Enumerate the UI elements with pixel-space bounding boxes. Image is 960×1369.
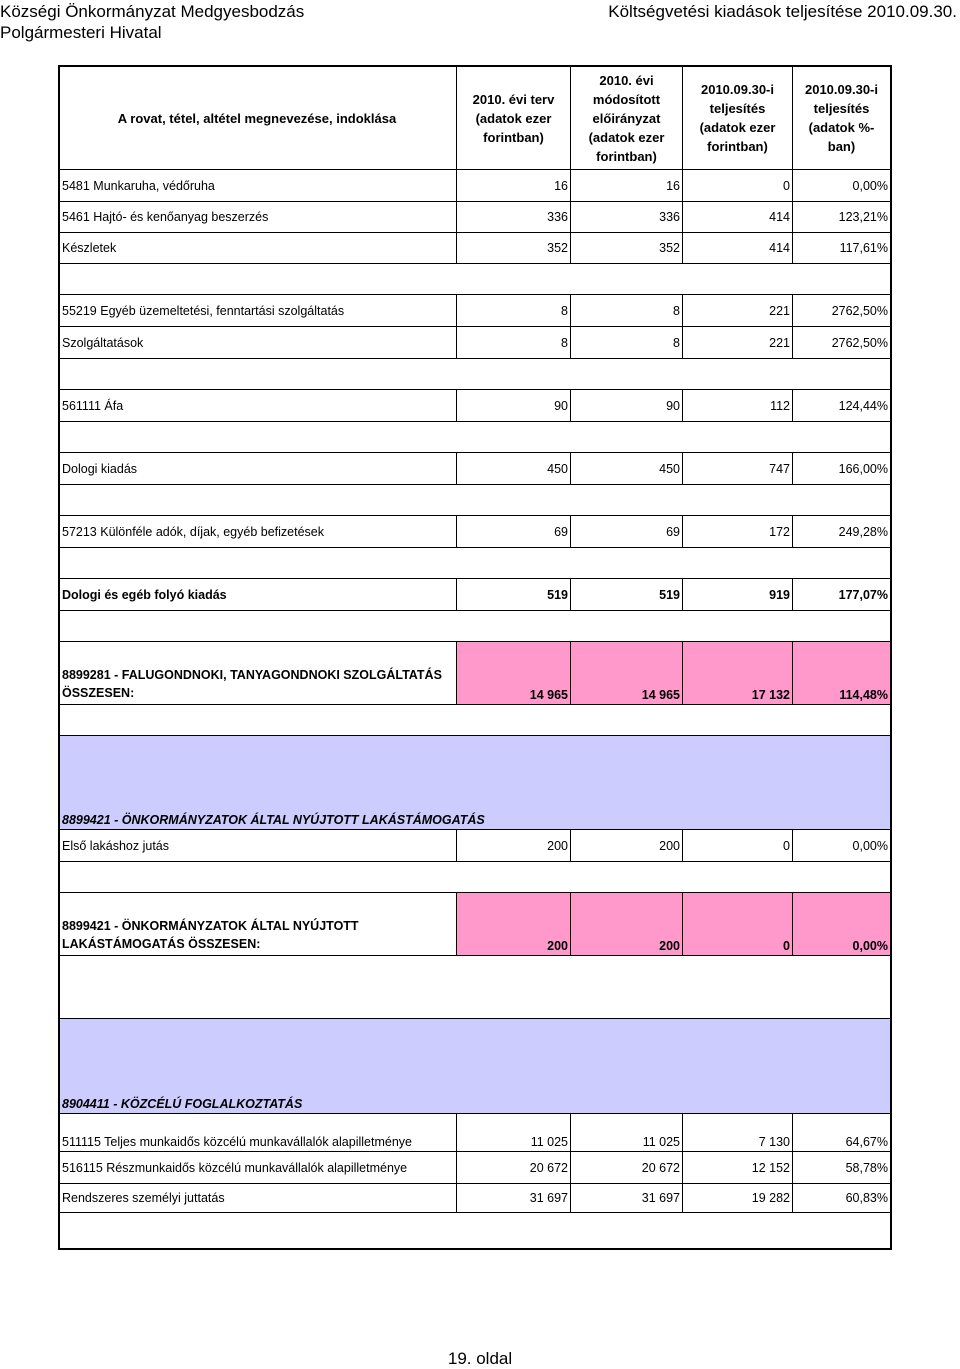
row-name: 8899421 - ÖNKORMÁNYZATOK ÁLTAL NYÚJTOTT LAKÁSTÁMOGATÁS ÖSSZESEN: [62, 919, 359, 951]
section-header-row [60, 1018, 890, 1113]
row-name: 511115 Teljes munkaidős közcélú munkavállalók alapilletménye [62, 1135, 412, 1149]
column-header-name: A rovat, tétel, altétel megnevezése, indoklása [117, 110, 397, 126]
row-modified: 16 [570, 170, 682, 201]
spacer-row [60, 704, 890, 735]
column-header-percent: 2010.09.30-i teljesítés (adatok %-ban) [792, 67, 890, 169]
row-name: Első lakáshoz jutás [62, 838, 170, 853]
row-name: 8899281 - FALUGONDNOKI, TANYAGONDNOKI SZOLGÁLTATÁS ÖSSZESEN: [62, 668, 442, 700]
row-modified: 8 [570, 327, 682, 358]
table-row [60, 326, 890, 358]
table-row [60, 1151, 890, 1183]
row-name: 57213 Különféle adók, díjak, egyéb befizetések [62, 524, 324, 539]
row-actual: 0 [682, 893, 792, 955]
spacer-row [60, 263, 890, 294]
spacer-row [60, 358, 890, 389]
row-actual: 747 [682, 453, 792, 484]
table-row [60, 452, 890, 484]
row-percent: 2762,50% [792, 295, 890, 326]
row-percent: 166,00% [792, 453, 890, 484]
row-plan: 519 [456, 579, 570, 610]
row-actual: 19 282 [682, 1184, 792, 1212]
row-actual: 112 [682, 390, 792, 421]
row-plan: 200 [456, 893, 570, 955]
row-plan: 90 [456, 390, 570, 421]
expenditure-table [58, 65, 892, 1250]
row-actual: 414 [682, 233, 792, 263]
page-number: 19. oldal [447, 1349, 513, 1368]
row-percent: 0,00% [792, 830, 890, 861]
spacer-row [60, 547, 890, 578]
subtotal-row [60, 641, 890, 704]
table-row [60, 1113, 890, 1151]
section-header-row [60, 735, 890, 829]
section-title: 8904411 - KÖZCÉLÚ FOGLALKOZTATÁS [62, 1097, 303, 1111]
row-plan: 11 025 [456, 1114, 570, 1151]
row-plan: 352 [456, 233, 570, 263]
row-modified: 31 697 [570, 1184, 682, 1212]
spacer-row [60, 861, 890, 892]
office-name: Polgármesteri Hivatal [0, 23, 162, 42]
row-percent: 60,83% [792, 1184, 890, 1212]
row-percent: 0,00% [792, 893, 890, 955]
row-actual: 0 [682, 170, 792, 201]
row-actual: 414 [682, 202, 792, 232]
row-modified: 8 [570, 295, 682, 326]
spacer-row [60, 421, 890, 452]
row-percent: 124,44% [792, 390, 890, 421]
row-name: Dologi kiadás [62, 461, 138, 476]
row-modified: 352 [570, 233, 682, 263]
row-actual: 172 [682, 516, 792, 547]
table-row [60, 829, 890, 861]
row-name: Készletek [62, 241, 117, 255]
row-percent: 114,48% [792, 642, 890, 704]
table-header-row [60, 67, 890, 169]
row-percent: 117,61% [792, 233, 890, 263]
row-modified: 519 [570, 579, 682, 610]
column-header-plan: 2010. évi terv (adatok ezer forintban) [456, 67, 570, 169]
row-actual: 221 [682, 295, 792, 326]
row-plan: 8 [456, 295, 570, 326]
row-percent: 0,00% [792, 170, 890, 201]
row-name: Szolgáltatások [62, 335, 144, 350]
row-plan: 20 672 [456, 1152, 570, 1183]
row-percent: 249,28% [792, 516, 890, 547]
row-actual: 12 152 [682, 1152, 792, 1183]
row-name: 55219 Egyéb üzemeltetési, fenntartási szolgáltatás [62, 303, 345, 318]
table-row [60, 201, 890, 232]
column-header-modified: 2010. évi módosított előirányzat (adatok ezer forintban) [570, 67, 682, 169]
row-plan: 14 965 [456, 642, 570, 704]
row-modified: 11 025 [570, 1114, 682, 1151]
row-modified: 20 672 [570, 1152, 682, 1183]
row-name: 561111 Áfa [62, 398, 124, 413]
row-percent: 64,67% [792, 1114, 890, 1151]
row-modified: 90 [570, 390, 682, 421]
row-plan: 8 [456, 327, 570, 358]
table-row [60, 1183, 890, 1212]
row-modified: 69 [570, 516, 682, 547]
row-name: 5461 Hajtó- és kenőanyag beszerzés [62, 210, 269, 224]
table-row [60, 169, 890, 201]
row-name: 5481 Munkaruha, védőruha [62, 178, 215, 193]
row-modified: 200 [570, 830, 682, 861]
table-row [60, 578, 890, 610]
subtotal-row [60, 892, 890, 955]
row-modified: 336 [570, 202, 682, 232]
row-actual: 17 132 [682, 642, 792, 704]
row-actual: 0 [682, 830, 792, 861]
row-plan: 31 697 [456, 1184, 570, 1212]
row-plan: 450 [456, 453, 570, 484]
spacer-row [60, 955, 890, 1018]
row-modified: 450 [570, 453, 682, 484]
row-actual: 7 130 [682, 1114, 792, 1151]
document-title: Költségvetési kiadások teljesítése 2010.09.30. [608, 2, 957, 21]
spacer-row [60, 484, 890, 515]
row-name: 516115 Részmunkaidős közcélú munkavállalók alapilletménye [62, 1160, 408, 1175]
spacer-row [60, 1212, 890, 1248]
row-plan: 16 [456, 170, 570, 201]
row-name: Dologi és egéb folyó kiadás [62, 587, 227, 602]
row-name: Rendszeres személyi juttatás [62, 1191, 225, 1205]
spacer-row [60, 610, 890, 641]
table-row [60, 232, 890, 263]
row-percent: 58,78% [792, 1152, 890, 1183]
table-row [60, 515, 890, 547]
row-plan: 200 [456, 830, 570, 861]
row-percent: 177,07% [792, 579, 890, 610]
table-row [60, 389, 890, 421]
organization-name: Községi Önkormányzat Medgyesbodzás [0, 2, 305, 21]
row-plan: 336 [456, 202, 570, 232]
row-actual: 221 [682, 327, 792, 358]
row-modified: 14 965 [570, 642, 682, 704]
table-row [60, 294, 890, 326]
row-plan: 69 [456, 516, 570, 547]
row-modified: 200 [570, 893, 682, 955]
column-header-actual: 2010.09.30-i teljesítés (adatok ezer forintban) [682, 67, 792, 169]
section-title: 8899421 - ÖNKORMÁNYZATOK ÁLTAL NYÚJTOTT LAKÁSTÁMOGATÁS [62, 813, 485, 827]
row-percent: 2762,50% [792, 327, 890, 358]
row-actual: 919 [682, 579, 792, 610]
row-percent: 123,21% [792, 202, 890, 232]
